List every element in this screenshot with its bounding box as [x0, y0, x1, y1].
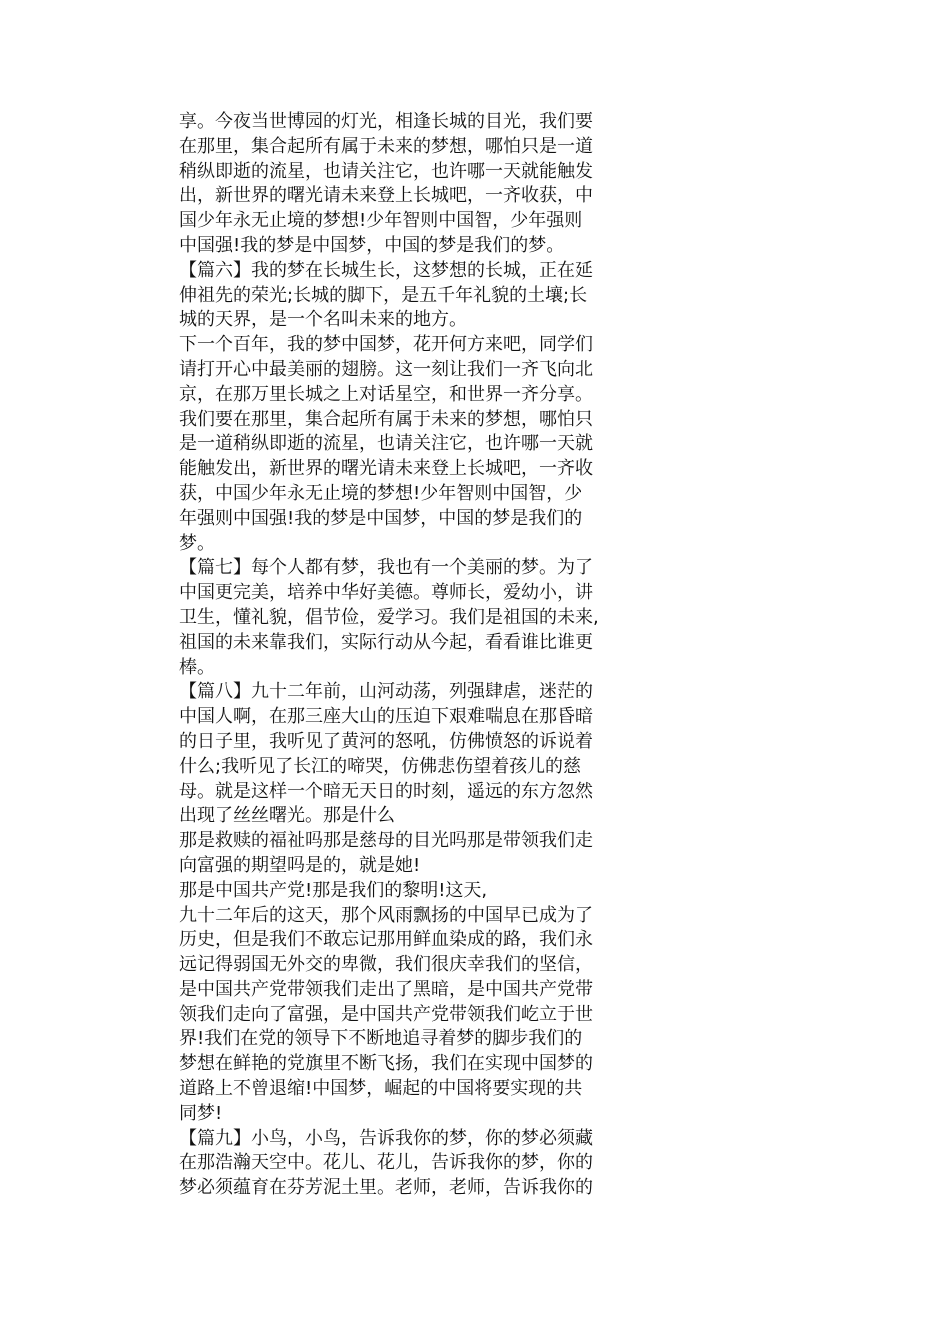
text-line: 出，新世界的曙光请未来登上长城吧，一齐收获，中	[179, 185, 593, 207]
text-line: 历史，但是我们不敢忘记那用鲜血染成的路，我们永	[179, 929, 593, 951]
text-line: 【篇八】九十二年前，山河动荡，列强肆虐，迷茫的	[179, 681, 593, 703]
text-line: 出现了丝丝曙光。那是什么	[179, 805, 395, 827]
text-line: 年强则中国强!我的梦是中国梦，中国的梦是我们的	[179, 507, 583, 529]
text-line: 九十二年后的这天，那个风雨飘扬的中国早已成为了	[179, 904, 593, 926]
text-line: 获，中国少年永无止境的梦想!少年智则中国智，少	[179, 482, 583, 504]
text-line: 祖国的未来靠我们，实际行动从今起，看看谁比谁更	[179, 631, 593, 653]
text-line: 国少年永无止境的梦想!少年智则中国智，少年强则	[179, 210, 583, 232]
text-line: 界!我们在党的领导下不断地追寻着梦的脚步我们的	[179, 1028, 583, 1050]
text-line: 在那浩瀚天空中。花儿、花儿，告诉我你的梦，你的	[179, 1152, 593, 1174]
text-line: 【篇九】小鸟，小鸟，告诉我你的梦，你的梦必须藏	[179, 1127, 593, 1149]
text-line: 稍纵即逝的流星，也请关注它，也许哪一天就能触发	[179, 160, 593, 182]
text-line: 京，在那万里长城之上对话星空，和世界一齐分享。	[179, 383, 593, 405]
text-line: 【篇六】我的梦在长城生长，这梦想的长城，正在延	[179, 259, 593, 281]
text-line: 【篇七】每个人都有梦，我也有一个美丽的梦。为了	[179, 557, 593, 579]
text-line: 那是中国共产党!那是我们的黎明!这天,	[179, 879, 488, 901]
text-line: 伸祖先的荣光;长城的脚下，是五千年礼貌的土壤;长	[179, 284, 588, 306]
text-line: 享。今夜当世博园的灯光，相逢长城的目光，我们要	[179, 111, 593, 132]
text-line: 什么;我听见了长江的啼哭，仿佛悲伤望着孩儿的慈	[179, 755, 582, 777]
text-line: 同梦!	[179, 1102, 223, 1124]
text-line: 棒。	[179, 656, 215, 678]
text-line: 是一道稍纵即逝的流星，也请关注它，也许哪一天就	[179, 433, 593, 455]
text-line: 领我们走向了富强，是中国共产党带领我们屹立于世	[179, 1003, 593, 1025]
text-line: 中国强!我的梦是中国梦，中国的梦是我们的梦。	[179, 234, 565, 256]
text-line: 是中国共产党带领我们走出了黑暗，是中国共产党带	[179, 978, 593, 1000]
body-text	[179, 110, 639, 1201]
text-line: 远记得弱国无外交的卑微，我们很庆幸我们的坚信，	[179, 954, 593, 976]
text-line: 那是救赎的福祉吗那是慈母的目光吗那是带领我们走	[179, 830, 593, 852]
text-line: 梦想在鲜艳的党旗里不断飞扬，我们在实现中国梦的	[179, 1053, 593, 1075]
text-line: 梦必须蕴育在芬芳泥土里。老师，老师，告诉我你的	[179, 1177, 593, 1199]
text-line: 的日子里，我听见了黄河的怒吼，仿佛愤怒的诉说着	[179, 730, 593, 752]
text-line: 下一个百年，我的梦中国梦，花开何方来吧，同学们	[179, 334, 593, 356]
text-line: 中国人啊，在那三座大山的压迫下艰难喘息在那昏暗	[179, 706, 593, 728]
text-line: 向富强的期望吗是的，就是她!	[179, 854, 421, 876]
text-line: 母。就是这样一个暗无天日的时刻，遥远的东方忽然	[179, 780, 593, 802]
text-line: 我们要在那里，集合起所有属于未来的梦想，哪怕只	[179, 408, 593, 430]
text-line: 卫生，懂礼貌，倡节俭，爱学习。我们是祖国的未来,	[179, 606, 599, 628]
text-line: 中国更完美，培养中华好美德。尊师长，爱幼小，讲	[179, 582, 593, 604]
text-line: 城的天界，是一个名叫未来的地方。	[179, 309, 467, 331]
text-line: 能触发出，新世界的曙光请未来登上长城吧，一齐收	[179, 458, 593, 480]
text-line: 道路上不曾退缩!中国梦，崛起的中国将要实现的共	[179, 1078, 583, 1100]
text-line: 请打开心中最美丽的翅膀。这一刻让我们一齐飞向北	[179, 358, 593, 380]
text-line: 梦。	[179, 532, 215, 554]
text-line: 在那里，集合起所有属于未来的梦想，哪怕只是一道	[179, 135, 593, 157]
